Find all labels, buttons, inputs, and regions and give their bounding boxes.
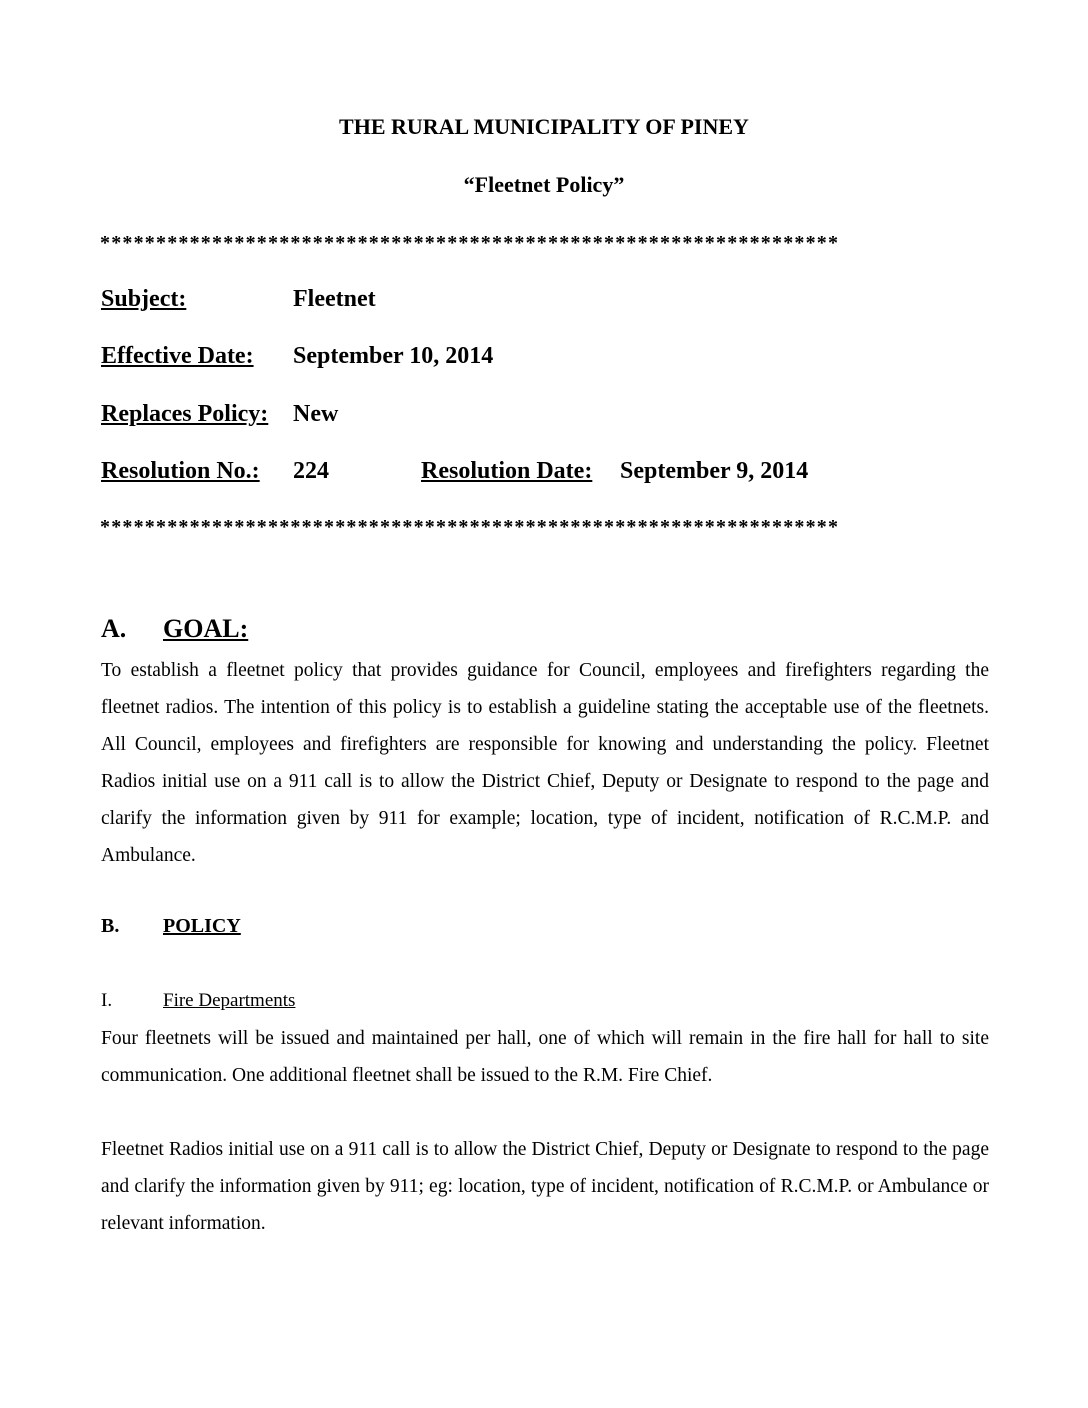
policy-paragraph-2: Fleetnet Radios initial use on a 911 call is to allow the District Chief, Deputy or Designate to respond to the page and clarify the information given by 911; eg: location, type of incident, notification of R.C.M.P. or Ambulance or relevant information. [101,1139,989,1234]
subsection-number: I. [101,990,113,1011]
section-a-letter: A. [101,614,127,643]
goal-paragraph: To establish a fleetnet policy that provides guidance for Council, employees and firefighters regarding the fleetnet radios. The intention of this policy is to establish a guideline stating the acceptable use of the fleetnets. All Council, employees and firefighters are responsible for knowing and understanding the policy. Fleetnet Radios initial use on a 911 call is to allow the District Chief, Deputy or Designate to respond to the page and clarify the information given by 911 for example; location, type of incident, notification of R.C.M.P. and Ambulance. [101,660,989,866]
resolution-no-label: Resolution No.: [101,458,260,484]
subject-label: Subject: [101,286,187,312]
subject-value: Fleetnet [293,286,376,312]
effective-date-label: Effective Date: [101,343,254,369]
resolution-date-label: Resolution Date: [421,458,593,484]
resolution-date-value: September 9, 2014 [620,458,809,484]
replaces-policy-label: Replaces Policy: [101,401,269,427]
resolution-no-value: 224 [293,458,329,484]
section-b-heading: POLICY [163,915,241,937]
document-title: THE RURAL MUNICIPALITY OF PINEY [339,114,749,139]
section-a-heading: GOAL: [163,614,249,643]
separator-top: ****************************************************************** [100,232,840,254]
policy-name: “Fleetnet Policy” [463,172,625,197]
policy-paragraph-1: Four fleetnets will be issued and maintained per hall, one of which will remain in the fire hall for hall to site communication. One additional fleetnet shall be issued to the R.M. Fire Chief. [101,1028,989,1086]
separator-bottom: ****************************************************************** [100,516,840,538]
section-b-letter: B. [101,915,120,937]
effective-date-value: September 10, 2014 [293,343,494,369]
subsection-title: Fire Departments [163,990,296,1011]
replaces-policy-value: New [293,401,339,427]
